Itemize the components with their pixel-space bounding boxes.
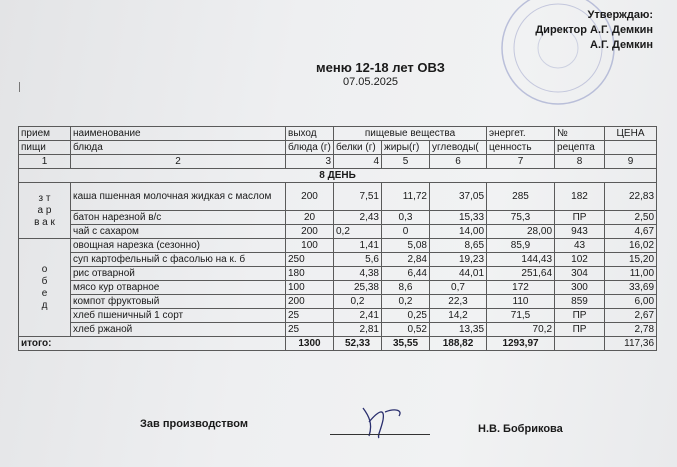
dish-protein: 0,2 [334, 295, 382, 309]
dish-price: 6,00 [605, 295, 657, 309]
dish-price: 15,20 [605, 253, 657, 267]
dish-output: 100 [286, 281, 334, 295]
dish-energy: 75,3 [487, 211, 555, 225]
dish-protein: 2,81 [334, 323, 382, 337]
dish-recipe: 182 [555, 183, 605, 211]
column-number: 8 [555, 155, 605, 169]
dish-price: 22,83 [605, 183, 657, 211]
menu-table [18, 126, 657, 351]
column-number: 4 [334, 155, 382, 169]
meal-label-breakfast [19, 183, 71, 239]
dish-output: 100 [286, 239, 334, 253]
signature [355, 402, 415, 442]
header-cell [605, 141, 657, 155]
dish-fat: 8,6 [382, 281, 430, 295]
dish-carbs: 22,3 [430, 295, 487, 309]
dish-energy: 85,9 [487, 239, 555, 253]
column-number: 6 [430, 155, 487, 169]
dish-protein: 5,6 [334, 253, 382, 267]
dish-carbs: 0,7 [430, 281, 487, 295]
header-cell: энергет. [487, 127, 555, 141]
table-row [19, 309, 657, 323]
approval-block [535, 8, 653, 53]
dish-name: овощная нарезка (сезонно) [71, 239, 286, 253]
meal-label-line: з т [38, 192, 51, 204]
dish-output: 200 [286, 295, 334, 309]
dish-carbs: 37,05 [430, 183, 487, 211]
header-cell: блюда [71, 141, 286, 155]
director-line: Директор А.Г. Демкин [535, 24, 653, 36]
dish-output: 20 [286, 211, 334, 225]
dish-carbs: 15,33 [430, 211, 487, 225]
dish-carbs: 13,35 [430, 323, 487, 337]
dish-energy: 71,5 [487, 309, 555, 323]
dish-output: 180 [286, 267, 334, 281]
table-row [19, 267, 657, 281]
director-name: А.Г. Демкин [590, 39, 653, 51]
dish-name: чай с сахаром [71, 225, 286, 239]
dish-energy: 28,00 [487, 225, 555, 239]
table-row [19, 183, 657, 211]
dish-protein: 4,38 [334, 267, 382, 281]
dish-protein: 1,41 [334, 239, 382, 253]
header-row-1 [19, 127, 657, 141]
dish-price: 2,50 [605, 211, 657, 225]
production-head-label: Зав производством [140, 418, 249, 430]
dish-price: 11,00 [605, 267, 657, 281]
dish-recipe: ПР [555, 309, 605, 323]
dish-protein: 2,43 [334, 211, 382, 225]
dish-output: 25 [286, 323, 334, 337]
header-cell: блюда (г) [286, 141, 334, 155]
dish-fat: 2,84 [382, 253, 430, 267]
dish-output: 200 [286, 183, 334, 211]
table-row [19, 253, 657, 267]
dish-fat: 11,72 [382, 183, 430, 211]
column-number: 1 [19, 155, 71, 169]
production-head-name: Н.В. Бобрикова [478, 423, 563, 435]
dish-recipe: 304 [555, 267, 605, 281]
dish-carbs: 14,2 [430, 309, 487, 323]
dish-protein: 7,51 [334, 183, 382, 211]
dish-price: 2,67 [605, 309, 657, 323]
day-label: 8 ДЕНЬ [19, 169, 657, 183]
column-number: 5 [382, 155, 430, 169]
header-cell: наименование [71, 127, 286, 141]
header-cell: ценность [487, 141, 555, 155]
dish-fat: 6,44 [382, 267, 430, 281]
column-number-row [19, 155, 657, 169]
dish-protein: 2,41 [334, 309, 382, 323]
approve-label: Утверждаю: [587, 9, 653, 21]
page-title: меню 12-18 лет ОВЗ [316, 60, 445, 75]
dish-name: мясо кур отварное [71, 281, 286, 295]
dish-recipe: 43 [555, 239, 605, 253]
meal-label-line: е [41, 287, 48, 299]
dish-name: суп картофельный с фасолью на к. б [71, 253, 286, 267]
header-cell: прием [19, 127, 71, 141]
dish-energy: 172 [487, 281, 555, 295]
table-row [19, 239, 657, 253]
header-cell: выход [286, 127, 334, 141]
dish-price: 16,02 [605, 239, 657, 253]
table-row [19, 281, 657, 295]
header-cell: углеводы( [430, 141, 487, 155]
total-label: итого: [19, 337, 286, 351]
total-energy: 1293,97 [487, 337, 555, 351]
dish-protein: 25,38 [334, 281, 382, 295]
dish-energy: 251,64 [487, 267, 555, 281]
dish-carbs: 14,00 [430, 225, 487, 239]
meal-label-line: о [41, 263, 48, 275]
dish-fat: 5,08 [382, 239, 430, 253]
meal-label-line: в а к [34, 216, 55, 228]
column-number: 7 [487, 155, 555, 169]
dish-recipe: 943 [555, 225, 605, 239]
dish-recipe: 102 [555, 253, 605, 267]
total-fat: 35,55 [382, 337, 430, 351]
dish-recipe: 859 [555, 295, 605, 309]
total-protein: 52,33 [334, 337, 382, 351]
column-number: 3 [286, 155, 334, 169]
dish-protein: 0,2 [334, 225, 382, 239]
column-number: 2 [71, 155, 286, 169]
meal-label-lunch [19, 239, 71, 337]
header-row-2 [19, 141, 657, 155]
dish-output: 200 [286, 225, 334, 239]
dish-carbs: 19,23 [430, 253, 487, 267]
dish-fat: 0,2 [382, 295, 430, 309]
dish-carbs: 8,65 [430, 239, 487, 253]
dish-energy: 110 [487, 295, 555, 309]
dish-fat: 0,3 [382, 211, 430, 225]
header-cell: пищевые вещества [334, 127, 487, 141]
table-row [19, 295, 657, 309]
dish-output: 25 [286, 309, 334, 323]
total-row [19, 337, 657, 351]
dish-price: 33,69 [605, 281, 657, 295]
dish-carbs: 44,01 [430, 267, 487, 281]
dish-name: батон нарезной в/с [71, 211, 286, 225]
signature-line [330, 434, 430, 435]
header-cell: белки (г) [334, 141, 382, 155]
dish-energy: 144,43 [487, 253, 555, 267]
header-cell: ЦЕНА [605, 127, 657, 141]
margin-mark [19, 82, 20, 92]
total-price: 117,36 [605, 337, 657, 351]
dish-name: рис отварной [71, 267, 286, 281]
column-number: 9 [605, 155, 657, 169]
header-cell: жиры(г) [382, 141, 430, 155]
dish-name: хлеб пшеничный 1 сорт [71, 309, 286, 323]
dish-recipe: ПР [555, 323, 605, 337]
total-carbs: 188,82 [430, 337, 487, 351]
dish-energy: 70,2 [487, 323, 555, 337]
dish-fat: 0,25 [382, 309, 430, 323]
dish-energy: 285 [487, 183, 555, 211]
dish-price: 4,67 [605, 225, 657, 239]
meal-label-line: д [41, 299, 48, 311]
meal-label-line: а р [37, 204, 52, 216]
total-output: 1300 [286, 337, 334, 351]
table-row [19, 225, 657, 239]
header-cell: рецепта [555, 141, 605, 155]
meal-label-line: б [41, 275, 48, 287]
dish-fat: 0,52 [382, 323, 430, 337]
header-cell: № [555, 127, 605, 141]
total-recipe-empty [555, 337, 605, 351]
dish-name: компот фруктовый [71, 295, 286, 309]
dish-recipe: 300 [555, 281, 605, 295]
table-row [19, 211, 657, 225]
dish-price: 2,78 [605, 323, 657, 337]
day-row [19, 169, 657, 183]
menu-date: 07.05.2025 [343, 76, 399, 88]
dish-name: каша пшенная молочная жидкая с маслом [71, 183, 286, 211]
header-cell: пищи [19, 141, 71, 155]
dish-output: 250 [286, 253, 334, 267]
dish-name: хлеб ржаной [71, 323, 286, 337]
table-row [19, 323, 657, 337]
dish-fat: 0 [382, 225, 430, 239]
dish-recipe: ПР [555, 211, 605, 225]
